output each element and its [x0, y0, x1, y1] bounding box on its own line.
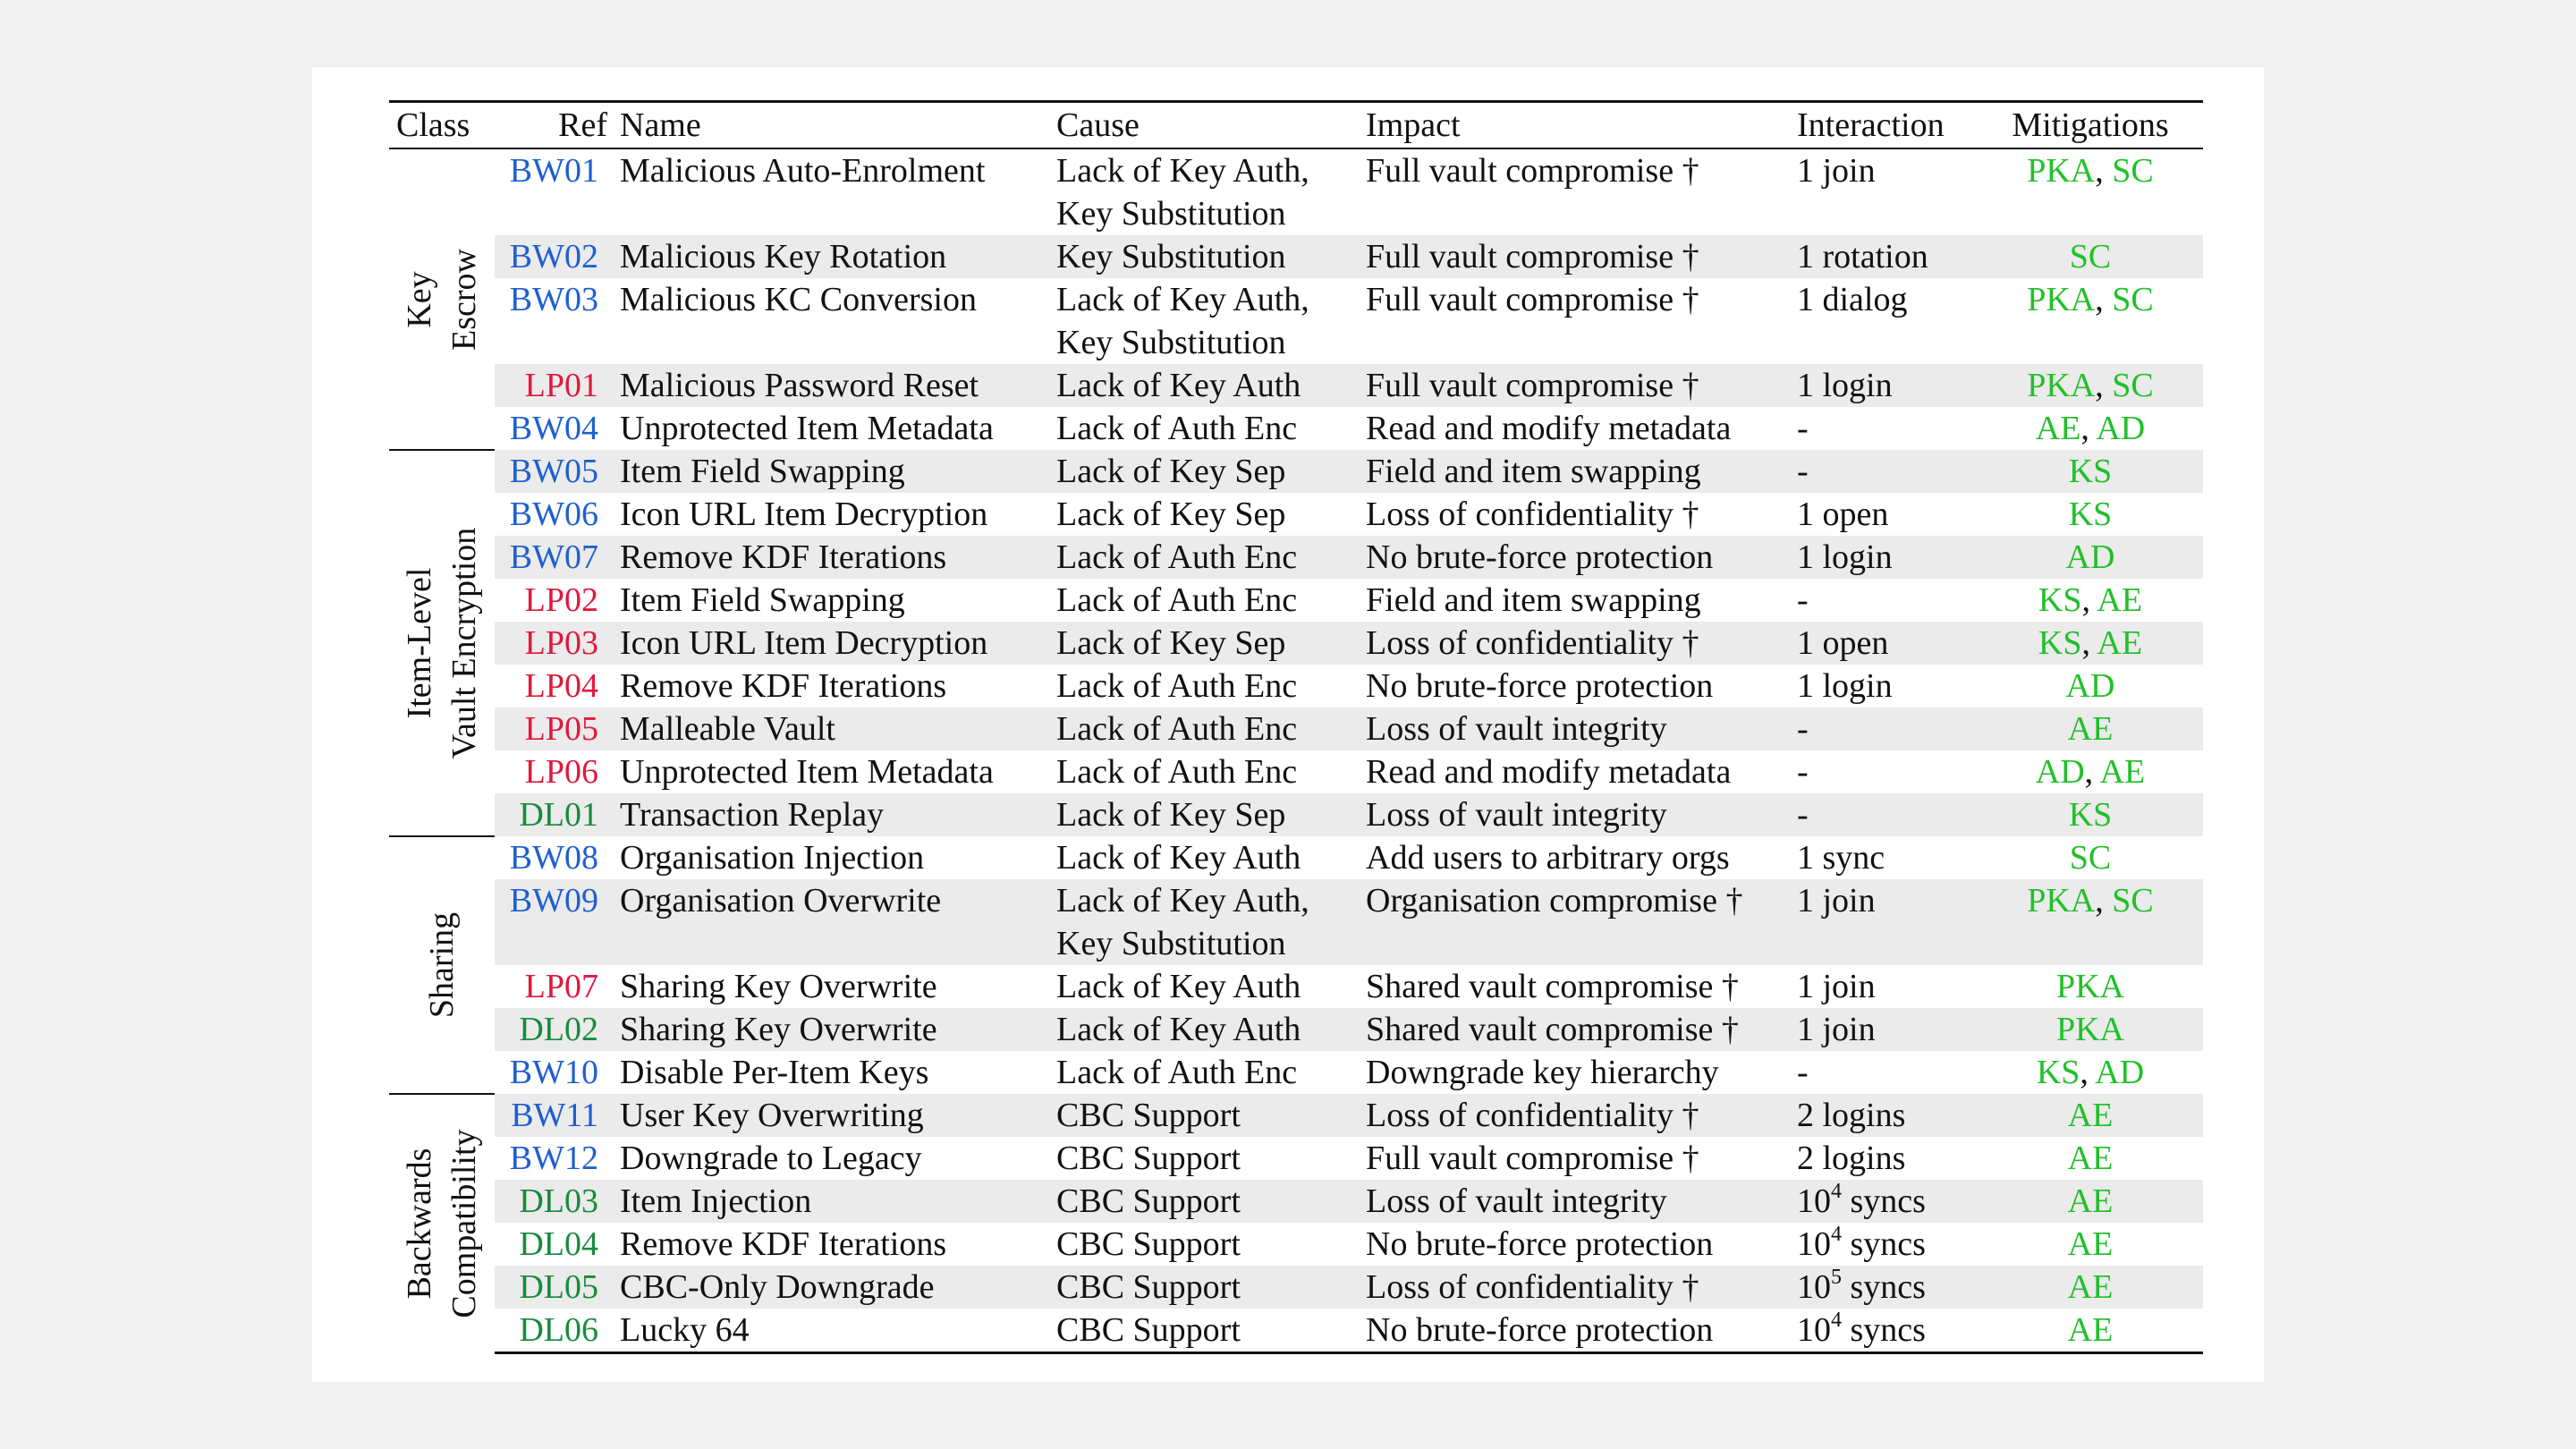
mitigation-tag: AD — [2096, 410, 2146, 447]
table-row — [389, 879, 2203, 965]
table-row — [389, 148, 2203, 235]
mitigations-cell — [1978, 1266, 2203, 1309]
table-row — [389, 836, 2203, 879]
exponent: 4 — [1831, 1309, 1842, 1333]
ref-cell: BW06 — [509, 496, 598, 533]
ref-cell: DL03 — [495, 1180, 613, 1223]
cause-line: Lack of Key Sep — [1056, 453, 1286, 490]
cause-cell — [1049, 793, 1359, 836]
mitigation-tag: AE — [2067, 1097, 2114, 1134]
ref-cell: BW07 — [495, 536, 613, 579]
interaction-cell: 1 login — [1790, 364, 1978, 407]
cause-cell — [1049, 665, 1359, 708]
interaction-cell: - — [1790, 708, 1978, 750]
table-row — [389, 579, 2203, 622]
name-cell: Icon URL Item Decryption — [613, 622, 1049, 665]
mitigations-cell — [1978, 1008, 2203, 1051]
mitigations-cell: PKA, SC — [1978, 364, 2203, 407]
mitigations-cell: PKA, SC — [1978, 879, 2203, 965]
ref-cell: LP07 — [524, 968, 598, 1005]
table-row — [389, 965, 2203, 1008]
mitigation-tag: KS — [2068, 796, 2113, 834]
mitigation-tag: AE — [2067, 1311, 2114, 1349]
cause-line: CBC Support — [1056, 1268, 1241, 1306]
cause-cell — [1049, 1008, 1359, 1051]
class-label — [397, 249, 487, 351]
interaction-cell: 1 login — [1790, 536, 1978, 579]
cause-cell — [1049, 1180, 1359, 1223]
interaction-cell: $10^5$ syncs — [1790, 1266, 1978, 1309]
exponent: 4 — [1831, 1180, 1842, 1204]
mitigation-tag: SC — [2069, 238, 2112, 275]
cause-line: Lack of Key Auth — [1056, 1011, 1301, 1048]
name-cell: Malicious Password Reset — [613, 364, 1049, 407]
document-page — [312, 67, 2264, 1382]
class-label-line: Backwards — [401, 1148, 438, 1300]
ref-cell: BW10 — [509, 1054, 598, 1091]
mitigation-tag: AD — [2065, 538, 2115, 576]
ref-cell: DL04 — [519, 1225, 598, 1263]
mitigations-cell — [1978, 1094, 2203, 1137]
impact-cell: Shared vault compromise † — [1366, 968, 1739, 1005]
mitigation-tag: AE — [2097, 581, 2143, 619]
mitigations-cell — [1978, 450, 2203, 493]
exponent: 4 — [1831, 1223, 1842, 1247]
ref-cell: BW03 — [509, 281, 598, 318]
name-cell: Remove KDF Iterations — [620, 667, 947, 705]
cause-line: Key Substitution — [1056, 925, 1286, 962]
mitigation-tag: AE — [2067, 710, 2114, 748]
interaction-cell: - — [1790, 793, 1978, 836]
impact-cell: Full vault compromise † — [1366, 281, 1699, 318]
mitigation-tag: AD — [2065, 667, 2115, 705]
cause-line: CBC Support — [1056, 1311, 1241, 1349]
class-cell — [389, 836, 495, 1094]
mitigation-tag: AE — [2097, 624, 2143, 662]
impact-cell: Loss of confidentiality † — [1359, 1266, 1790, 1309]
mitigation-tag: SC — [2112, 367, 2154, 404]
ref-cell: BW08 — [509, 839, 598, 877]
mitigations-cell — [1978, 965, 2203, 1008]
impact-cell: Full vault compromise † — [1359, 235, 1790, 278]
mitigation-tag: SC — [2069, 839, 2112, 877]
mitigation-tag: AE — [2099, 753, 2146, 791]
table-row — [389, 1223, 2203, 1266]
impact-cell: Loss of confidentiality † — [1366, 496, 1699, 533]
mitigations-cell — [1978, 1180, 2203, 1223]
cause-line: CBC Support — [1056, 1140, 1241, 1177]
impact-cell: Read and modify metadata — [1366, 753, 1732, 791]
impact-cell: Field and item swapping — [1359, 450, 1790, 493]
cause-line: Lack of Key Sep — [1056, 796, 1286, 834]
header-name: Name — [613, 102, 1049, 149]
interaction-cell: 1 join — [1797, 968, 1876, 1005]
table-row — [389, 407, 2203, 450]
impact-cell: Loss of confidentiality † — [1359, 1094, 1790, 1137]
name-cell: Remove KDF Iterations — [613, 536, 1049, 579]
cause-cell — [1049, 450, 1359, 493]
cause-cell — [1049, 1094, 1359, 1137]
impact-cell: Add users to arbitrary orgs — [1366, 839, 1730, 877]
cause-line: Lack of Auth Enc — [1056, 667, 1298, 705]
mitigations-cell — [1978, 1223, 2203, 1266]
mitigations-cell — [1978, 493, 2203, 536]
interaction-cell: - — [1797, 1054, 1809, 1091]
name-cell: Sharing Key Overwrite — [620, 968, 937, 1005]
mitigations-cell: AE, AD — [2035, 410, 2146, 447]
name-cell: Transaction Replay — [613, 793, 1049, 836]
ref-cell: DL05 — [495, 1266, 613, 1309]
name-cell: Item Field Swapping — [613, 450, 1049, 493]
ref-cell: BW09 — [495, 879, 613, 965]
name-cell: Sharing Key Overwrite — [613, 1008, 1049, 1051]
interaction-cell: $10^4$ syncs — [1790, 1309, 1978, 1353]
name-cell: Item Injection — [613, 1180, 1049, 1223]
mitigation-tag: KS — [2036, 1054, 2080, 1091]
mitigations-cell — [1978, 235, 2203, 278]
class-label — [419, 912, 464, 1018]
cause-line: CBC Support — [1056, 1225, 1241, 1263]
impact-cell: Loss of vault integrity — [1359, 793, 1790, 836]
interaction-cell: 1 join — [1797, 152, 1876, 190]
interaction-cell: $10^4$ syncs — [1790, 1180, 1978, 1223]
table-row — [389, 1051, 2203, 1094]
name-cell: Remove KDF Iterations — [620, 1225, 947, 1263]
name-cell: Malicious KC Conversion — [620, 281, 977, 318]
cause-line: Key Substitution — [1056, 195, 1286, 233]
ref-cell: LP05 — [495, 708, 613, 750]
class-label — [397, 1130, 487, 1318]
name-cell: User Key Overwriting — [613, 1094, 1049, 1137]
table-row — [389, 750, 2203, 793]
cause-line: Lack of Key Auth, — [1056, 281, 1309, 318]
cause-line: Lack of Key Auth, — [1056, 152, 1309, 190]
ref-cell: BW12 — [509, 1140, 598, 1177]
impact-cell: Loss of confidentiality † — [1359, 622, 1790, 665]
mitigation-tag: AE — [2067, 1268, 2114, 1306]
ref-cell: LP02 — [524, 581, 598, 619]
mitigations-cell: PKA, SC — [2027, 281, 2154, 318]
interaction-cell: 1 sync — [1797, 839, 1885, 877]
interaction-cell: - — [1797, 581, 1809, 619]
cause-line: Lack of Auth Enc — [1056, 538, 1298, 576]
table-row — [389, 665, 2203, 708]
ref-cell: BW05 — [495, 450, 613, 493]
cause-cell — [1049, 1051, 1359, 1094]
cause-cell — [1049, 879, 1359, 965]
impact-cell: Organisation compromise † — [1359, 879, 1790, 965]
cause-cell — [1049, 278, 1359, 364]
interaction-cell: $10^4$ syncs — [1797, 1223, 1926, 1263]
mitigation-tag: AE — [2035, 410, 2081, 447]
cause-cell — [1049, 579, 1359, 622]
impact-cell: Full vault compromise † — [1359, 364, 1790, 407]
ref-cell: DL06 — [495, 1309, 613, 1353]
ref-cell: LP03 — [495, 622, 613, 665]
mitigation-tag: KS — [2038, 581, 2082, 619]
name-cell: Disable Per-Item Keys — [620, 1054, 929, 1091]
ref-cell: DL02 — [495, 1008, 613, 1051]
impact-cell: Shared vault compromise † — [1359, 1008, 1790, 1051]
ref-cell: BW11 — [495, 1094, 613, 1137]
impact-cell: Loss of vault integrity — [1359, 1180, 1790, 1223]
header-impact: Impact — [1359, 102, 1790, 149]
table-row — [389, 1266, 2203, 1309]
mitigation-tag: AD — [2035, 753, 2085, 791]
interaction-cell: - — [1797, 753, 1809, 791]
mitigation-tag: SC — [2112, 882, 2154, 919]
impact-cell: Downgrade key hierarchy — [1366, 1054, 1719, 1091]
cause-cell — [1049, 1223, 1359, 1266]
mitigation-tag: PKA — [2055, 968, 2125, 1005]
interaction-cell: 2 logins — [1790, 1094, 1978, 1137]
ref-cell: LP01 — [495, 364, 613, 407]
ref-cell: DL01 — [495, 793, 613, 836]
cause-cell — [1049, 622, 1359, 665]
table-row — [389, 493, 2203, 536]
cause-line: CBC Support — [1056, 1097, 1241, 1134]
impact-cell: No brute-force protection — [1359, 536, 1790, 579]
interaction-cell: 1 open — [1790, 622, 1978, 665]
interaction-cell: 1 dialog — [1797, 281, 1908, 318]
mitigations-cell: KS, AD — [2036, 1054, 2145, 1091]
ref-cell: LP06 — [524, 753, 598, 791]
ref-cell: BW04 — [509, 410, 598, 447]
mitigations-cell: KS, AE — [2038, 581, 2143, 619]
table-row — [389, 278, 2203, 364]
table-row — [389, 1180, 2203, 1223]
header-cause: Cause — [1049, 102, 1359, 149]
name-cell: Unprotected Item Metadata — [620, 410, 994, 447]
interaction-cell: 1 rotation — [1790, 235, 1978, 278]
cause-cell — [1049, 965, 1359, 1008]
cause-line: Lack of Auth Enc — [1056, 1054, 1298, 1091]
table-row — [389, 235, 2203, 278]
mitigations-cell — [1978, 708, 2203, 750]
name-cell: Unprotected Item Metadata — [620, 753, 994, 791]
mitigation-tag: AE — [2067, 1182, 2114, 1220]
mitigations-cell: AD, AE — [2035, 753, 2146, 791]
mitigation-tag: KS — [2068, 496, 2113, 533]
header-class: Class — [389, 102, 495, 149]
mitigation-tag: PKA — [2027, 281, 2096, 318]
interaction-cell: - — [1797, 410, 1809, 447]
mitigation-tag: AD — [2095, 1054, 2145, 1091]
cause-line: Lack of Key Auth, — [1056, 882, 1309, 919]
class-cell — [389, 1094, 495, 1353]
cause-cell — [1049, 1137, 1359, 1180]
table-body — [389, 148, 2203, 1353]
name-cell: Malleable Vault — [613, 708, 1049, 750]
name-cell: Malicious Key Rotation — [613, 235, 1049, 278]
name-cell: Item Field Swapping — [620, 581, 905, 619]
cause-cell — [1049, 1309, 1359, 1353]
class-cell — [389, 148, 495, 450]
impact-cell: No brute-force protection — [1366, 1225, 1714, 1263]
table-row — [389, 536, 2203, 579]
class-label-line: Escrow — [445, 248, 483, 351]
name-cell: Lucky 64 — [613, 1309, 1049, 1353]
cause-cell — [1049, 708, 1359, 750]
table-row — [389, 450, 2203, 493]
mitigation-tag: PKA — [2027, 367, 2096, 404]
name-cell: CBC-Only Downgrade — [613, 1266, 1049, 1309]
cause-line: Lack of Key Auth — [1056, 839, 1301, 877]
mitigation-tag: SC — [2112, 152, 2154, 190]
ref-cell: BW01 — [509, 152, 598, 190]
table-row — [389, 708, 2203, 750]
cause-cell — [1049, 836, 1359, 879]
cause-line: Lack of Key Sep — [1056, 496, 1286, 533]
header-mitigations: Mitigations — [1978, 102, 2203, 149]
impact-cell: Read and modify metadata — [1366, 410, 1732, 447]
mitigations-cell — [1978, 793, 2203, 836]
exponent: 5 — [1831, 1266, 1842, 1290]
impact-cell: Full vault compromise † — [1366, 1140, 1699, 1177]
cause-cell — [1049, 235, 1359, 278]
cause-cell — [1049, 407, 1359, 450]
table-row — [389, 622, 2203, 665]
mitigations-cell — [1978, 1137, 2203, 1180]
cause-line: Key Substitution — [1056, 238, 1286, 275]
cause-line: Lack of Auth Enc — [1056, 410, 1298, 447]
class-label-line: Vault Encryption — [445, 527, 483, 759]
cause-cell — [1049, 1266, 1359, 1309]
table-row — [389, 1008, 2203, 1051]
class-label-line: Sharing — [423, 911, 461, 1019]
cause-cell — [1049, 493, 1359, 536]
mitigation-tag: AE — [2067, 1225, 2114, 1263]
cause-line: CBC Support — [1056, 1182, 1241, 1220]
cause-cell — [1049, 364, 1359, 407]
cause-line: Lack of Key Auth — [1056, 367, 1301, 404]
class-label-line: Key — [401, 270, 438, 328]
table-row — [389, 1094, 2203, 1137]
cause-line: Lack of Auth Enc — [1056, 581, 1298, 619]
header-interaction: Interaction — [1790, 102, 1978, 149]
cause-line: Lack of Auth Enc — [1056, 710, 1298, 748]
interaction-cell: - — [1790, 450, 1978, 493]
name-cell: Organisation Overwrite — [613, 879, 1049, 965]
cause-cell — [1049, 750, 1359, 793]
name-cell: Organisation Injection — [620, 839, 925, 877]
class-cell — [389, 450, 495, 836]
impact-cell: Full vault compromise † — [1366, 152, 1699, 190]
mitigations-cell — [1978, 665, 2203, 708]
cause-cell — [1049, 148, 1359, 235]
table-row — [389, 1137, 2203, 1180]
mitigation-tag: AE — [2067, 1140, 2114, 1177]
mitigation-tag: PKA — [2027, 882, 2096, 919]
interaction-cell: 2 logins — [1797, 1140, 1906, 1177]
name-cell: Downgrade to Legacy — [620, 1140, 922, 1177]
mitigations-cell: KS, AE — [1978, 622, 2203, 665]
mitigations-cell — [1978, 836, 2203, 879]
interaction-cell: 1 login — [1797, 667, 1893, 705]
cause-line: Lack of Key Auth — [1056, 968, 1301, 1005]
mitigation-tag: KS — [2068, 453, 2113, 490]
mitigations-cell — [1978, 1309, 2203, 1353]
interaction-cell: 1 open — [1797, 496, 1889, 533]
impact-cell: Field and item swapping — [1366, 581, 1701, 619]
name-cell: Icon URL Item Decryption — [620, 496, 988, 533]
impact-cell: No brute-force protection — [1366, 667, 1714, 705]
mitigations-cell — [1978, 536, 2203, 579]
impact-cell: Loss of vault integrity — [1359, 708, 1790, 750]
table-row — [389, 1309, 2203, 1353]
mitigation-tag: PKA — [2027, 152, 2096, 190]
cause-line: Lack of Auth Enc — [1056, 753, 1298, 791]
ref-cell: BW02 — [495, 235, 613, 278]
impact-cell: No brute-force protection — [1359, 1309, 1790, 1353]
interaction-cell: 1 join — [1790, 879, 1978, 965]
mitigation-tag: SC — [2112, 281, 2154, 318]
class-label-line: Item-Level — [401, 567, 438, 719]
mitigations-cell: PKA, SC — [2027, 152, 2154, 190]
table-row — [389, 793, 2203, 836]
name-cell: Malicious Auto-Enrolment — [620, 152, 986, 190]
class-label-line: Compatibility — [445, 1129, 483, 1318]
ref-cell: LP04 — [524, 667, 598, 705]
table-header — [389, 102, 2203, 149]
table-row — [389, 364, 2203, 407]
cause-cell — [1049, 536, 1359, 579]
cause-line: Lack of Key Sep — [1056, 624, 1286, 662]
interaction-cell: 1 join — [1790, 1008, 1978, 1051]
class-label — [397, 528, 487, 759]
cause-line: Key Substitution — [1056, 324, 1286, 361]
mitigation-tag: PKA — [2055, 1011, 2125, 1048]
header-ref: Ref — [495, 102, 613, 149]
mitigation-tag: KS — [2038, 624, 2082, 662]
attack-table — [389, 100, 2203, 1354]
